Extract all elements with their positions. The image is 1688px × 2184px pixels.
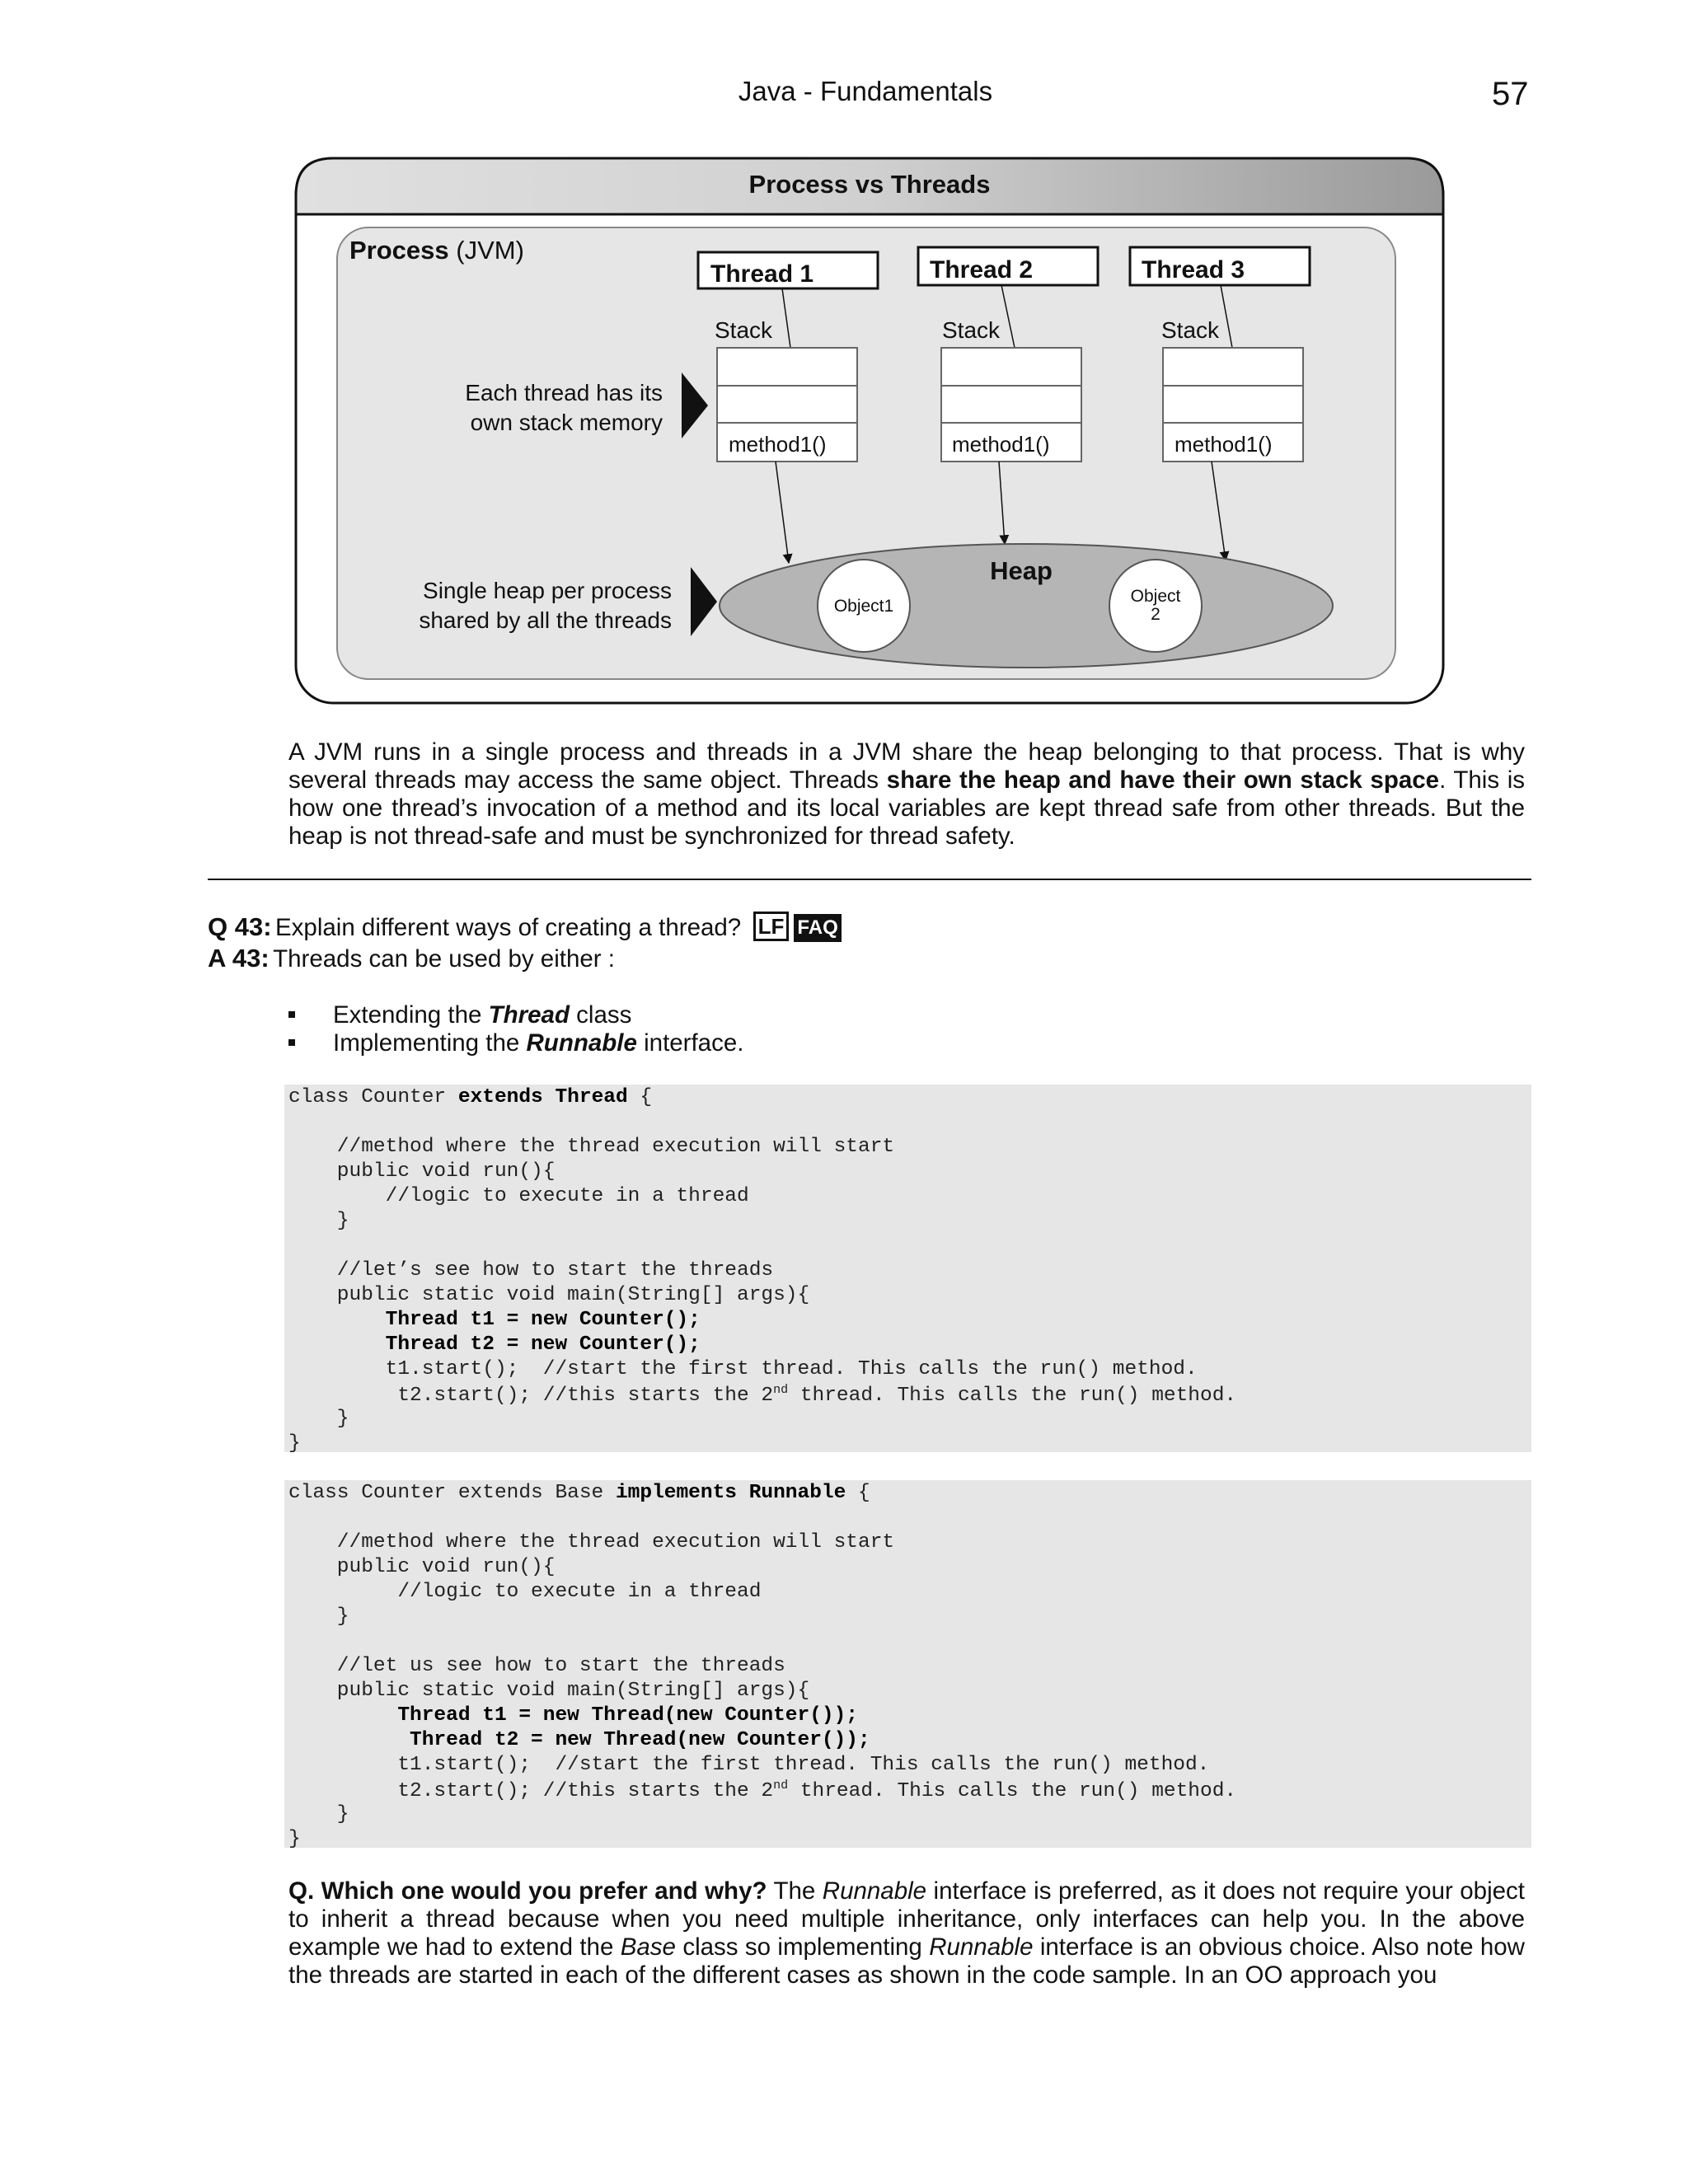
closing-paragraph: Q. Which one would you prefer and why? The Runnable interface is preferred, as it does not require your object to inherit a thread because when you need multiple inheritance, only interfaces can help you. In the above example we had to extend the Base class so implementing Runnable interface is an obvious choice. Also note how the threads are started in each of the different cases as shown in the code sample. In an OO approach you xyxy=(288,1877,1525,1989)
thread-3-label: Thread 3 xyxy=(1142,256,1245,284)
bullet-list xyxy=(288,1001,1030,1067)
code-line: t2.start(); //this starts the 2nd thread. This calls the run() method. xyxy=(288,1779,1237,1803)
heap-label: Heap xyxy=(990,556,1053,585)
intro-paragraph: A JVM runs in a single process and threads in a JVM share the heap belonging to that process. That is why several threads may access the same object. Threads share the heap and have their own stack space. This is how one thread’s invocation of a method and its local variables are kept thread safe from other threads. But the heap is not thread-safe and must be synchronized for thread safety. xyxy=(288,738,1525,850)
code-block-extends-thread xyxy=(284,1085,1531,1455)
thread-1-label: Thread 1 xyxy=(710,260,814,288)
stack-2-frame: method1() xyxy=(952,432,1050,457)
code-line: //logic to execute in a thread xyxy=(288,1581,762,1603)
code-line: } xyxy=(288,1408,349,1430)
code-line: } xyxy=(288,1803,349,1825)
stack-note-line1: Each thread has its xyxy=(465,380,663,405)
code-line: t1.start(); //start the first thread. This calls the run() method. xyxy=(288,1754,1210,1776)
code-line: public void run(){ xyxy=(288,1160,556,1183)
question-label: Q 43: xyxy=(208,912,272,941)
code-line: //method where the thread execution will start xyxy=(288,1136,895,1158)
code-line: class Counter extends Thread { xyxy=(288,1086,653,1108)
list-item: Implementing the Runnable interface. xyxy=(288,1029,743,1057)
diagram-title: Process vs Threads xyxy=(748,170,991,199)
thread-2-label: Thread 2 xyxy=(930,256,1034,284)
intro-emphasis: share the heap and have their own stack space xyxy=(886,766,1440,794)
code-line: public static void main(String[] args){ xyxy=(288,1680,810,1702)
object-2-label-line1: Object xyxy=(1130,587,1181,606)
page-number: 57 xyxy=(1492,76,1529,112)
code-line: } xyxy=(288,1432,301,1455)
faq-badge: FAQ xyxy=(794,914,841,942)
bullet-icon xyxy=(288,1039,295,1046)
code-line: //method where the thread execution will start xyxy=(288,1531,895,1554)
code-line: //logic to execute in a thread xyxy=(288,1185,749,1207)
question-43 xyxy=(208,912,842,942)
code-block-implements-runnable xyxy=(284,1480,1531,1848)
object-1-label: Object1 xyxy=(833,597,894,616)
stack-2-label: Stack xyxy=(942,317,1001,343)
stack-1-label: Stack xyxy=(715,317,773,343)
code-line: public void run(){ xyxy=(288,1556,556,1578)
process-label: Process (JVM) xyxy=(349,236,524,265)
running-header-title: Java - Fundamentals xyxy=(738,76,993,106)
code-line: } xyxy=(288,1828,301,1850)
code-line: //let’s see how to start the threads xyxy=(288,1259,774,1282)
code-line: Thread t2 = new Counter(); xyxy=(288,1333,701,1356)
section-divider xyxy=(208,879,1531,880)
heap-note-line1: Single heap per process xyxy=(423,578,672,603)
stack-note-line2: own stack memory xyxy=(470,410,663,435)
code-line: Thread t1 = new Counter(); xyxy=(288,1309,701,1331)
stack-3-label: Stack xyxy=(1161,317,1220,343)
process-vs-threads-diagram xyxy=(294,157,1445,705)
object-2-label-line2: 2 xyxy=(1151,605,1160,624)
list-item: Extending the Thread class xyxy=(288,1001,631,1029)
lf-badge: LF xyxy=(753,912,790,941)
stack-1-frame: method1() xyxy=(729,432,827,457)
code-line: public static void main(String[] args){ xyxy=(288,1284,810,1306)
answer-43 xyxy=(208,944,615,973)
code-line: Thread t2 = new Thread(new Counter()); xyxy=(288,1729,870,1751)
question-text: Explain different ways of creating a thread? xyxy=(274,914,742,941)
heap-note-line2: shared by all the threads xyxy=(419,607,672,633)
code-line: } xyxy=(288,1210,349,1232)
closing-question: Q. Which one would you prefer and why? xyxy=(288,1877,767,1905)
code-line: Thread t1 = new Thread(new Counter()); xyxy=(288,1704,859,1727)
answer-label: A 43: xyxy=(208,944,270,972)
code-line: class Counter extends Base implements Runnable { xyxy=(288,1482,870,1504)
stack-3-frame: method1() xyxy=(1175,432,1273,457)
code-line: //let us see how to start the threads xyxy=(288,1655,785,1677)
code-line: t2.start(); //this starts the 2nd thread. This calls the run() method. xyxy=(288,1383,1237,1408)
answer-text: Threads can be used by either : xyxy=(273,945,615,972)
code-line: } xyxy=(288,1605,349,1628)
code-line: t1.start(); //start the first thread. This calls the run() method. xyxy=(288,1358,1198,1380)
bullet-icon xyxy=(288,1011,295,1018)
